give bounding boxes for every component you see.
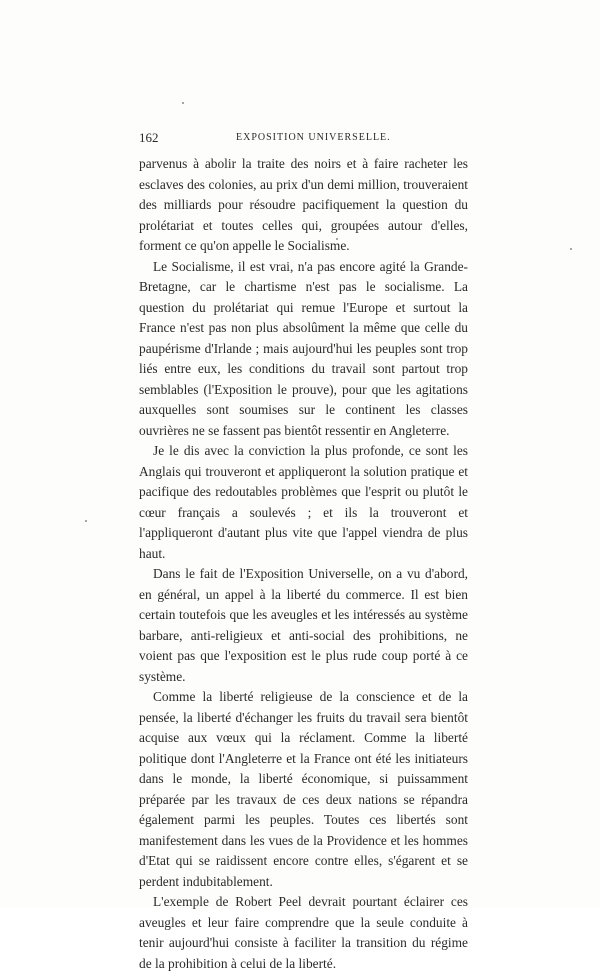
- paragraph-2: Le Socialisme, il est vrai, n'a pas encore agité la Grande-Bretagne, car le chartisme n'est pas le socialisme. La question du prolétariat qui remue l'Europe et surtout la France n'est pas non plus absolûment la même que celle du paupérisme d'Irlande ; mais aujourd'hui les peuples sont trop liés entre eux, les conditions du travail sont partout trop semblables (l'Exposition le prouve), pour que les agitations auxquelles sont soumises sur le continent les classes ouvrières ne se fassent pas bientôt ressentir en Angleterre.: [139, 258, 468, 438]
- page-number: 162: [139, 130, 159, 145]
- paragraph-5: Comme la liberté religieuse de la conscience et de la pensée, la liberté d'échanger les fruits du travail sera bientôt acquise aux vœux qui la réclament. Comme la liberté politique dont l'Angleterre et la France ont été les initiateurs dans le monde, la liberté économique, si puissamment préparée par les travaux de ces deux nations se répandra également parmi les peuples. Toutes ces libertés sont manifestement dans les vues de la Providence et les hommes d'Etat qui se raidissent encore contre elles, s'égarent et se perdent indubitablement.: [139, 689, 468, 889]
- paragraph-3: Je le dis avec la conviction la plus profonde, ce sont les Anglais qui trouveront et appliqueront la solution pratique et pacifique des redoutables problèmes que l'esprit ou plutôt le cœur français a soulevés ; et ils la trouveront et l'appliqueront d'autant plus vite que l'appel viendra de plus haut.: [139, 443, 468, 561]
- paragraph-1: parvenus à abolir la traite des noirs et à faire racheter les esclaves des colonies, au prix d'un demi million, trouveraient des milliards pour résoudre pacifiquement la question du prolétariat et toutes celles qui, groupées autour d'elles, forment ce qu'on appelle le Socialisme.: [139, 156, 468, 253]
- paper-speck: [85, 520, 87, 522]
- paragraph-6: L'exemple de Robert Peel devrait pourtant éclairer ces aveugles et leur faire comprendre que la seule conduite à tenir aujourd'hui consiste à faciliter la transition du régime de la prohibition à celui de la liberté.: [139, 894, 468, 971]
- body-text: [139, 154, 468, 974]
- running-title: EXPOSITION UNIVERSELLE.: [236, 132, 391, 143]
- paragraph-4: Dans le fait de l'Exposition Universelle, on a vu d'abord, en général, un appel à la liberté du commerce. Il est bien certain toutefois que les aveugles et les intéressés au système barbare, anti-religieux et anti-social des prohibitions, ne voient pas que l'exposition est le plus rude coup porté à ce système.: [139, 566, 468, 684]
- paper-speck: [570, 248, 572, 250]
- page-header: [139, 130, 469, 150]
- paper-speck: [182, 102, 184, 104]
